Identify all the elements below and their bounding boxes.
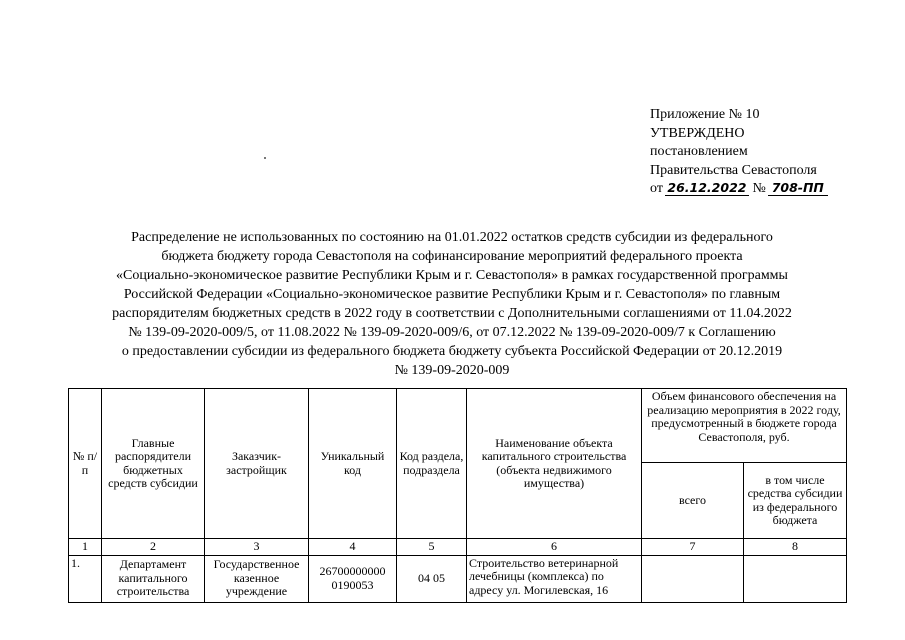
government-label: Правительства Севастополя: [650, 162, 817, 178]
row-object: Строительство ветеринарной лечебницы (комплекса) по адресу ул. Могилевская, 16: [467, 555, 642, 602]
distribution-table: [68, 388, 847, 603]
row-code: 26700000000 0190053: [309, 555, 397, 602]
from-label: от: [650, 181, 663, 197]
approval-block: [650, 106, 828, 199]
column-number: 3: [205, 539, 309, 556]
header-num: № п/п: [69, 389, 102, 539]
scan-speck: [264, 157, 266, 159]
header-section: Код раздела, подраздела: [397, 389, 467, 539]
row-manager: Департамент капитального строительства: [102, 555, 205, 602]
header-customer: Заказчик-застройщик: [205, 389, 309, 539]
heading-line: бюджета бюджету города Севастополя на софинансирование мероприятий федерального проекта: [161, 249, 743, 264]
date-number-line: [650, 180, 828, 199]
header-object: Наименование объекта капитального строительства (объекта недвижимого имущества): [467, 389, 642, 539]
heading-line: № 139-09-2020-009: [394, 363, 510, 378]
header-managers: Главные распорядители бюджетных средств субсидии: [102, 389, 205, 539]
column-number: 5: [397, 539, 467, 556]
header-funding: Объем финансового обеспечения на реализацию мероприятия в 2022 году, предусмотренный в бюджете города Севастополя, руб.: [642, 389, 847, 463]
heading-line: «Социально-экономическое развитие Республики Крым и г. Севастополя» в рамках государственной программы: [116, 268, 788, 283]
header-row: [69, 389, 847, 463]
resolution-label: постановлением: [650, 144, 748, 160]
heading-line: № 139-09-2020-009/5, от 11.08.2022 № 139-09-2020-009/6, от 07.12.2022 № 139-09-2020-009/7 к Соглашению: [128, 325, 776, 340]
appendix-number: Приложение № 10: [650, 107, 760, 122]
column-number: 8: [744, 539, 847, 556]
row-customer: Государственное казенное учреждение: [205, 555, 309, 602]
row-section: 04 05: [397, 555, 467, 602]
document-heading: [60, 228, 844, 380]
heading-line: Российской Федерации «Социально-экономическое развитие Республики Крым и г. Севастополя» по главным: [123, 287, 781, 302]
header-total: всего: [642, 463, 744, 539]
column-number: 7: [642, 539, 744, 556]
handwritten-date: 26.12.2022: [665, 181, 749, 196]
handwritten-number: 708-ПП: [768, 181, 828, 196]
heading-line: Распределение не использованных по состоянию на 01.01.2022 остатков средств субсидии из федерального: [131, 230, 773, 245]
column-number: 4: [309, 539, 397, 556]
column-number: 1: [69, 539, 102, 556]
column-number: 2: [102, 539, 205, 556]
table-row: [69, 555, 847, 602]
column-number: 6: [467, 539, 642, 556]
row-num: 1.: [69, 555, 102, 602]
approved-stamp: УТВЕРЖДЕНО: [650, 125, 745, 141]
row-federal: [744, 555, 847, 602]
header-federal: в том числе средства субсидии из федерального бюджета: [744, 463, 847, 539]
heading-line: распорядителям бюджетных средств в 2022 году в соответствии с Дополнительными соглашениями от 11.04.2022: [112, 306, 792, 321]
row-total: [642, 555, 744, 602]
number-label: №: [752, 181, 766, 197]
column-number-row: [69, 539, 847, 556]
heading-line: о предоставлении субсидии из федерального бюджета бюджету субъекта Российской Федерации от 20.12.2019: [121, 344, 783, 359]
header-code: Уникальный код: [309, 389, 397, 539]
